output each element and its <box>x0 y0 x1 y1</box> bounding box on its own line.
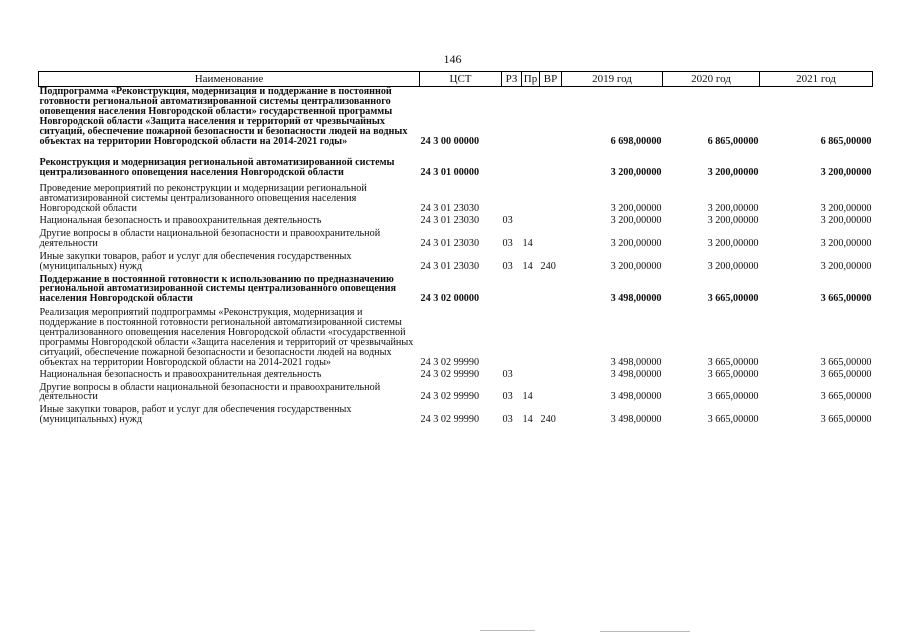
row-cst: 24 3 02 99990 <box>420 414 480 426</box>
row-value-2019: 3 498,00000 <box>610 293 662 305</box>
table-row <box>39 380 873 403</box>
row-value-2020: 3 200,00000 <box>707 237 759 249</box>
row-value-2020: 3 200,00000 <box>707 214 759 226</box>
row-vr <box>540 304 562 367</box>
row-value-2021: 3 665,00000 <box>820 368 872 380</box>
row-value-2021: 3 200,00000 <box>820 237 872 249</box>
header-rz: РЗ <box>502 72 522 87</box>
row-vr <box>540 272 562 305</box>
row-vr: 240 <box>540 260 556 272</box>
table-row <box>39 214 873 226</box>
row-pr <box>522 272 540 305</box>
row-name: Другие вопросы в области национальной безопасности и правоохранительной деятельности <box>39 381 381 403</box>
row-value-2021: 3 665,00000 <box>820 414 872 426</box>
row-vr <box>540 214 562 226</box>
row-cst: 24 3 02 99990 <box>420 356 480 368</box>
row-cst: 24 3 01 23030 <box>420 237 480 249</box>
table-row <box>39 178 873 214</box>
table-header-row <box>39 72 873 87</box>
row-value-2020: 6 865,00000 <box>707 135 759 147</box>
row-vr: 240 <box>540 414 556 426</box>
header-name: Наименование <box>39 72 420 87</box>
row-name: Подпрограмма «Реконструкция, модернизация и поддержание в постоянной готовности региональной автоматизированной системы централизованного оповещения населения Новгородской области» государственной программы Новгородской области «Защита населения и территорий от чрезвычайных ситуаций, обеспечение пожарной безопасности и безопасности людей на водных объектах на территории Новгородской области на 2014-2021 годы» <box>39 86 408 147</box>
row-value-2020: 3 665,00000 <box>707 368 759 380</box>
row-value-2019: 3 200,00000 <box>610 203 662 215</box>
row-cst: 24 3 01 23030 <box>420 260 480 272</box>
row-pr: 14 <box>522 237 533 249</box>
header-cst: ЦСТ <box>420 72 502 87</box>
table-row <box>39 368 873 380</box>
header-2021: 2021 год <box>760 72 873 87</box>
row-value-2020: 3 665,00000 <box>707 391 759 403</box>
scan-artifact <box>480 630 535 631</box>
row-value-2019: 3 200,00000 <box>610 214 662 226</box>
row-name: Национальная безопасность и правоохранительная деятельность <box>39 368 322 380</box>
row-vr <box>540 146 562 178</box>
row-pr: 14 <box>522 391 533 403</box>
row-name: Другие вопросы в области национальной безопасности и правоохранительной деятельности <box>39 227 381 249</box>
row-pr <box>522 87 540 147</box>
row-name: Реконструкция и модернизация региональной автоматизированной системы централизованного оповещения населения Новгородской области <box>39 157 395 179</box>
row-pr: 14 <box>522 414 533 426</box>
row-name: Иные закупки товаров, работ и услуг для обеспечения государственных (муниципальных) нужд <box>39 404 352 426</box>
row-cst: 24 3 02 99990 <box>420 368 480 380</box>
table-row <box>39 146 873 178</box>
row-rz: 03 <box>502 368 513 380</box>
header-2020: 2020 год <box>663 72 760 87</box>
row-name: Проведение мероприятий по реконструкции и модернизации региональной автоматизированной системы централизованного оповещения населения Новгородской области <box>39 183 367 215</box>
table-body <box>39 87 873 426</box>
row-vr <box>540 226 562 249</box>
row-value-2020: 3 665,00000 <box>707 356 759 368</box>
page-number: 146 <box>443 52 462 66</box>
scan-artifact <box>600 631 690 632</box>
row-value-2019: 3 498,00000 <box>610 368 662 380</box>
table-row <box>39 249 873 272</box>
table-row <box>39 402 873 425</box>
row-value-2020: 3 200,00000 <box>707 167 759 179</box>
row-value-2021: 3 665,00000 <box>820 356 872 368</box>
row-pr <box>522 178 540 214</box>
row-name: Национальная безопасность и правоохранительная деятельность <box>39 214 322 226</box>
row-vr <box>540 368 562 380</box>
budget-table <box>38 71 873 425</box>
row-value-2019: 3 200,00000 <box>610 260 662 272</box>
row-pr <box>522 146 540 178</box>
row-rz: 03 <box>502 391 513 403</box>
row-rz <box>502 87 522 147</box>
row-vr <box>540 87 562 147</box>
row-vr <box>540 178 562 214</box>
row-value-2019: 3 498,00000 <box>610 414 662 426</box>
table-row <box>39 226 873 249</box>
row-name: Реализация мероприятий подпрограммы «Реконструкция, модернизация и поддержание в постоянной готовности региональной автоматизированной системы централизованного оповещения населения Новгородской области «государственной программы Новгородской области «Защита населения и территорий от чрезвычайных ситуаций, обеспечение пожарной безопасности и безопасности людей на водных объектах на территории Новгородской области на 2014-2021 годы» <box>39 307 414 368</box>
row-name: Иные закупки товаров, работ и услуг для обеспечения государственных (муниципальных) нужд <box>39 250 352 272</box>
row-cst: 24 3 01 00000 <box>420 167 480 179</box>
header-2019: 2019 год <box>562 72 663 87</box>
row-value-2021: 3 665,00000 <box>820 391 872 403</box>
row-value-2021: 3 200,00000 <box>820 167 872 179</box>
row-rz <box>502 304 522 367</box>
table-row <box>39 304 873 367</box>
row-cst: 24 3 01 23030 <box>420 203 480 215</box>
row-value-2019: 3 498,00000 <box>610 356 662 368</box>
row-value-2021: 3 665,00000 <box>820 293 872 305</box>
row-cst: 24 3 00 00000 <box>420 135 480 147</box>
header-pr: Пр <box>522 72 540 87</box>
row-rz: 03 <box>502 414 513 426</box>
row-rz: 03 <box>502 260 513 272</box>
row-rz <box>502 146 522 178</box>
row-name: Поддержание в постоянной готовности к использованию по предназначению региональной автоматизированной системы централизованного оповещения населения Новгородской области <box>39 273 397 305</box>
row-value-2020: 3 665,00000 <box>707 414 759 426</box>
row-pr <box>522 304 540 367</box>
row-value-2019: 3 200,00000 <box>610 237 662 249</box>
table-row <box>39 272 873 305</box>
table-row <box>39 87 873 147</box>
row-value-2019: 3 498,00000 <box>610 391 662 403</box>
row-cst: 24 3 02 00000 <box>420 293 480 305</box>
row-value-2019: 3 200,00000 <box>610 167 662 179</box>
row-value-2021: 3 200,00000 <box>820 214 872 226</box>
row-value-2021: 6 865,00000 <box>820 135 872 147</box>
row-value-2021: 3 200,00000 <box>820 260 872 272</box>
row-pr <box>522 368 540 380</box>
row-value-2020: 3 200,00000 <box>707 260 759 272</box>
row-rz <box>502 272 522 305</box>
row-pr: 14 <box>522 260 533 272</box>
row-value-2019: 6 698,00000 <box>610 135 662 147</box>
row-value-2020: 3 200,00000 <box>707 203 759 215</box>
header-vr: ВР <box>540 72 562 87</box>
row-value-2020: 3 665,00000 <box>707 293 759 305</box>
row-cst: 24 3 02 99990 <box>420 391 480 403</box>
row-rz: 03 <box>502 214 513 226</box>
row-rz <box>502 178 522 214</box>
row-value-2021: 3 200,00000 <box>820 203 872 215</box>
row-pr <box>522 214 540 226</box>
row-cst: 24 3 01 23030 <box>420 214 480 226</box>
row-vr <box>540 380 562 403</box>
row-rz: 03 <box>502 237 513 249</box>
